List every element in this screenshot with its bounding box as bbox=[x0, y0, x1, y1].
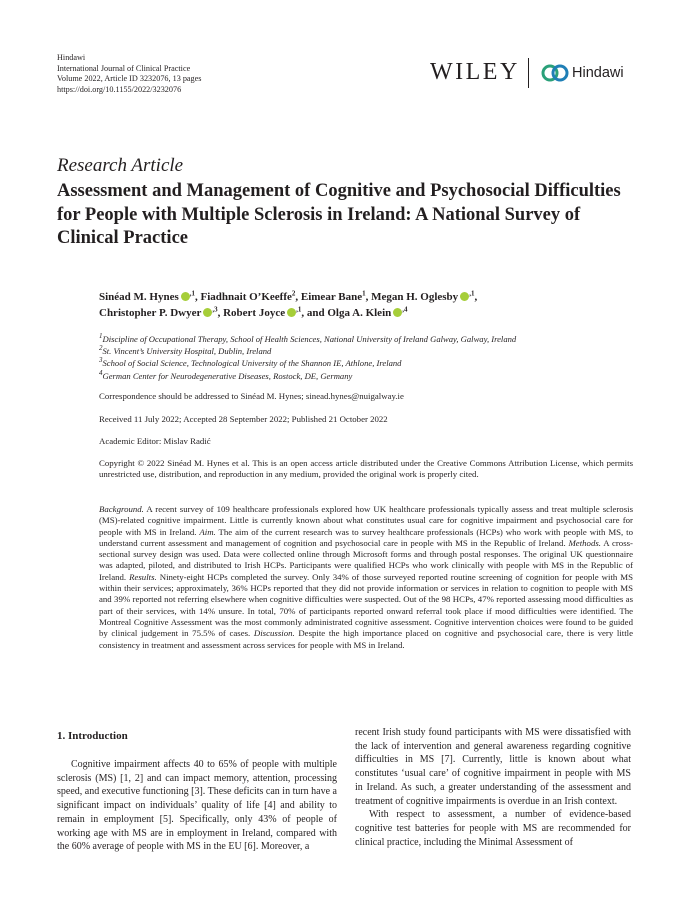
affiliation: $^1$Discipline of Occupational Therapy, School of Health Sciences, National University of Ireland Galway, Galway, Ireland bbox=[99, 332, 517, 344]
author-name[interactable]: Eimear Bane bbox=[300, 291, 363, 303]
intro-paragraph-1: Cognitive impairment affects 40 to 65% of people with multiple sclerosis (MS) [1, 2] and can impact memory, attention, processing speed, and executive functioning [3]. These deficits can in turn have a significant impact on individuals’ quality of life [4] and ability to remain in employment [5]. Specifically, only 43% of people of working age with MS are in employment in Ireland, compared with the 60% average of people with MS in the EU [6]. Moreover, a bbox=[57, 759, 337, 853]
abstract-aim: The aim of the current research was to survey healthcare professionals (HCPs) who work with people with MS, to understand current assessment and management of cognition and psychosocial care in people with MS in the Republic of Ireland. bbox=[99, 526, 633, 548]
intro-right-column bbox=[355, 726, 631, 849]
abstract bbox=[99, 504, 633, 651]
author-affiliation-number: ,4 bbox=[402, 305, 408, 314]
abstract-aim-label: Aim. bbox=[199, 526, 216, 537]
author-affiliation-number: 1 bbox=[362, 289, 366, 298]
volume-info: Volume 2022, Article ID 3232076, 13 pages bbox=[57, 74, 202, 83]
abstract-results: Ninety-eight HCPs completed the survey. Only 34% of those surveyed reported routine screening of cognition for people with MS within their services; approximately, 36% HCPs reported that they did not provide information or services in relation to cognition to people with MS and 39% reported not referring elsewhere when cognitive difficulties were suspected. Out of the 98 HCPs, 47% reported assessing mood difficulties as part of their services, with 14% unsure. In total, 70% of participants reported onward referral took place if mood difficulties were identified. The Montreal Cognitive Assessment was the most commonly administrated cognitive assessment. Cognitive intervention choices were found to be guided by clinical judgement in 75.5% of cases. bbox=[99, 571, 633, 639]
article-type: Research Article bbox=[57, 155, 184, 176]
author-name[interactable]: Christopher P. Dwyer bbox=[99, 307, 202, 319]
author-affiliation-number: ,1 bbox=[296, 305, 302, 314]
abstract-discussion: Despite the high importance placed on cognitive and psychosocial care, there is very little consistency in treatment and assessment across services for people with MS in Ireland. bbox=[99, 628, 633, 650]
abstract-discussion-label: Discussion. bbox=[253, 628, 295, 639]
intro-paragraph-3: With respect to assessment, a number of evidence-based cognitive test batteries for people with MS are recommended for clinical practice, including the Minimal Assessment of bbox=[355, 809, 631, 848]
section-heading-introduction: 1. Introduction bbox=[57, 730, 128, 742]
affiliation: $^2$St. Vincent’s University Hospital, Dublin, Ireland bbox=[99, 344, 272, 357]
orcid-icon[interactable] bbox=[460, 292, 469, 301]
author-name[interactable]: Robert Joyce bbox=[223, 307, 286, 319]
abstract-background-label: Background. bbox=[99, 504, 144, 514]
doi-link[interactable]: https://doi.org/10.1155/2022/3232076 bbox=[57, 84, 182, 94]
orcid-icon[interactable] bbox=[393, 308, 402, 317]
intro-left-column bbox=[57, 758, 337, 854]
author-affiliation-number: ,1 bbox=[469, 289, 475, 298]
orcid-icon[interactable] bbox=[181, 292, 190, 301]
hindawi-logo-text: Hindawi bbox=[572, 65, 624, 81]
intro-paragraph-2: recent Irish study found participants with MS were dissatisfied with the lack of intervention and general awareness regarding cognitive difficulties in MS [7]. Currently, little is known about what constitutes ‘usual care’ of cognitive impairment in people with MS in Ireland. As such, a greater understanding of the assessment and treatment of cognitive impairments is overdue in an Irish context. bbox=[355, 727, 631, 807]
wiley-logo: WILEY bbox=[430, 59, 520, 85]
abstract-methods: A cross-sectional survey design was used. Data were collected online through Microsoft forms and through postal responses. The original UK questionnaire was adapted, piloted, and distributed to Irish HCPs. Participants were qualified HCPs who work clinically with people with MS in the Republic of Ireland. bbox=[99, 537, 633, 582]
logo-divider bbox=[528, 58, 529, 88]
article-title: Assessment and Management of Cognitive and Psychosocial Difficulties for People with Multiple Sclerosis in Ireland: A National Survey of Clinical Practice bbox=[57, 181, 621, 248]
author-name[interactable]: Olga A. Klein bbox=[327, 307, 392, 319]
affiliation: $^3$School of Social Science, Technological University of the Shannon IE, Athlone, Ireland bbox=[99, 356, 402, 369]
author-affiliation-number: 2 bbox=[291, 289, 296, 298]
orcid-icon[interactable] bbox=[287, 308, 296, 317]
copyright-notice: Copyright © 2022 Sinéad M. Hynes et al. This is an open access article distributed under the Creative Commons Attribution License, which permits unrestricted use, distribution, and reproduction in any medium, provided the original work is properly cited. bbox=[99, 458, 633, 480]
publisher-name: Hindawi bbox=[57, 53, 86, 62]
author-list: Sinéad M. Hynes $^{,1}$, Fiadhnait O’Keeffe$^2$, Eimear Bane$^1$, Megan H. Oglesby $^{,1}$, Christopher P. Dwyer $^{,3}$, Robert Joyce $^{,1}$, and Olga A. Klein $^{,4}$ bbox=[99, 289, 478, 319]
author-name[interactable]: Sinéad M. Hynes bbox=[99, 291, 179, 303]
author-name[interactable]: Megan H. Oglesby bbox=[371, 291, 459, 303]
journal-header bbox=[57, 53, 201, 95]
affiliation: $^4$German Center for Neurodegenerative Diseases, Rostock, DE, Germany bbox=[99, 368, 353, 381]
abstract-results-label: Results. bbox=[129, 571, 157, 582]
publication-dates: Received 11 July 2022; Accepted 28 September 2022; Published 21 October 2022 bbox=[99, 414, 388, 424]
hindawi-logo-icon bbox=[541, 63, 569, 83]
affiliation-list bbox=[99, 333, 516, 382]
journal-name: International Journal of Clinical Practice bbox=[57, 63, 191, 73]
academic-editor: Academic Editor: Mislav Radić bbox=[99, 436, 211, 446]
abstract-methods-label: Methods. bbox=[568, 537, 601, 548]
author-affiliation-number: ,3 bbox=[212, 305, 218, 314]
abstract-background: A recent survey of 109 healthcare professionals explored how UK healthcare professionals typically assess and treat multiple sclerosis (MS)-related cognitive impairment. Little is currently known about what constitutes usual care for cognitive impairment and psychosocial care for people with MS in Ireland. bbox=[99, 504, 633, 537]
orcid-icon[interactable] bbox=[203, 308, 212, 317]
correspondence: Correspondence should be addressed to Sinéad M. Hynes; sinead.hynes@nuigalway.ie bbox=[99, 391, 404, 401]
author-affiliation-number: ,1 bbox=[189, 289, 196, 298]
author-name[interactable]: Fiadhnait O’Keeffe bbox=[200, 291, 292, 303]
